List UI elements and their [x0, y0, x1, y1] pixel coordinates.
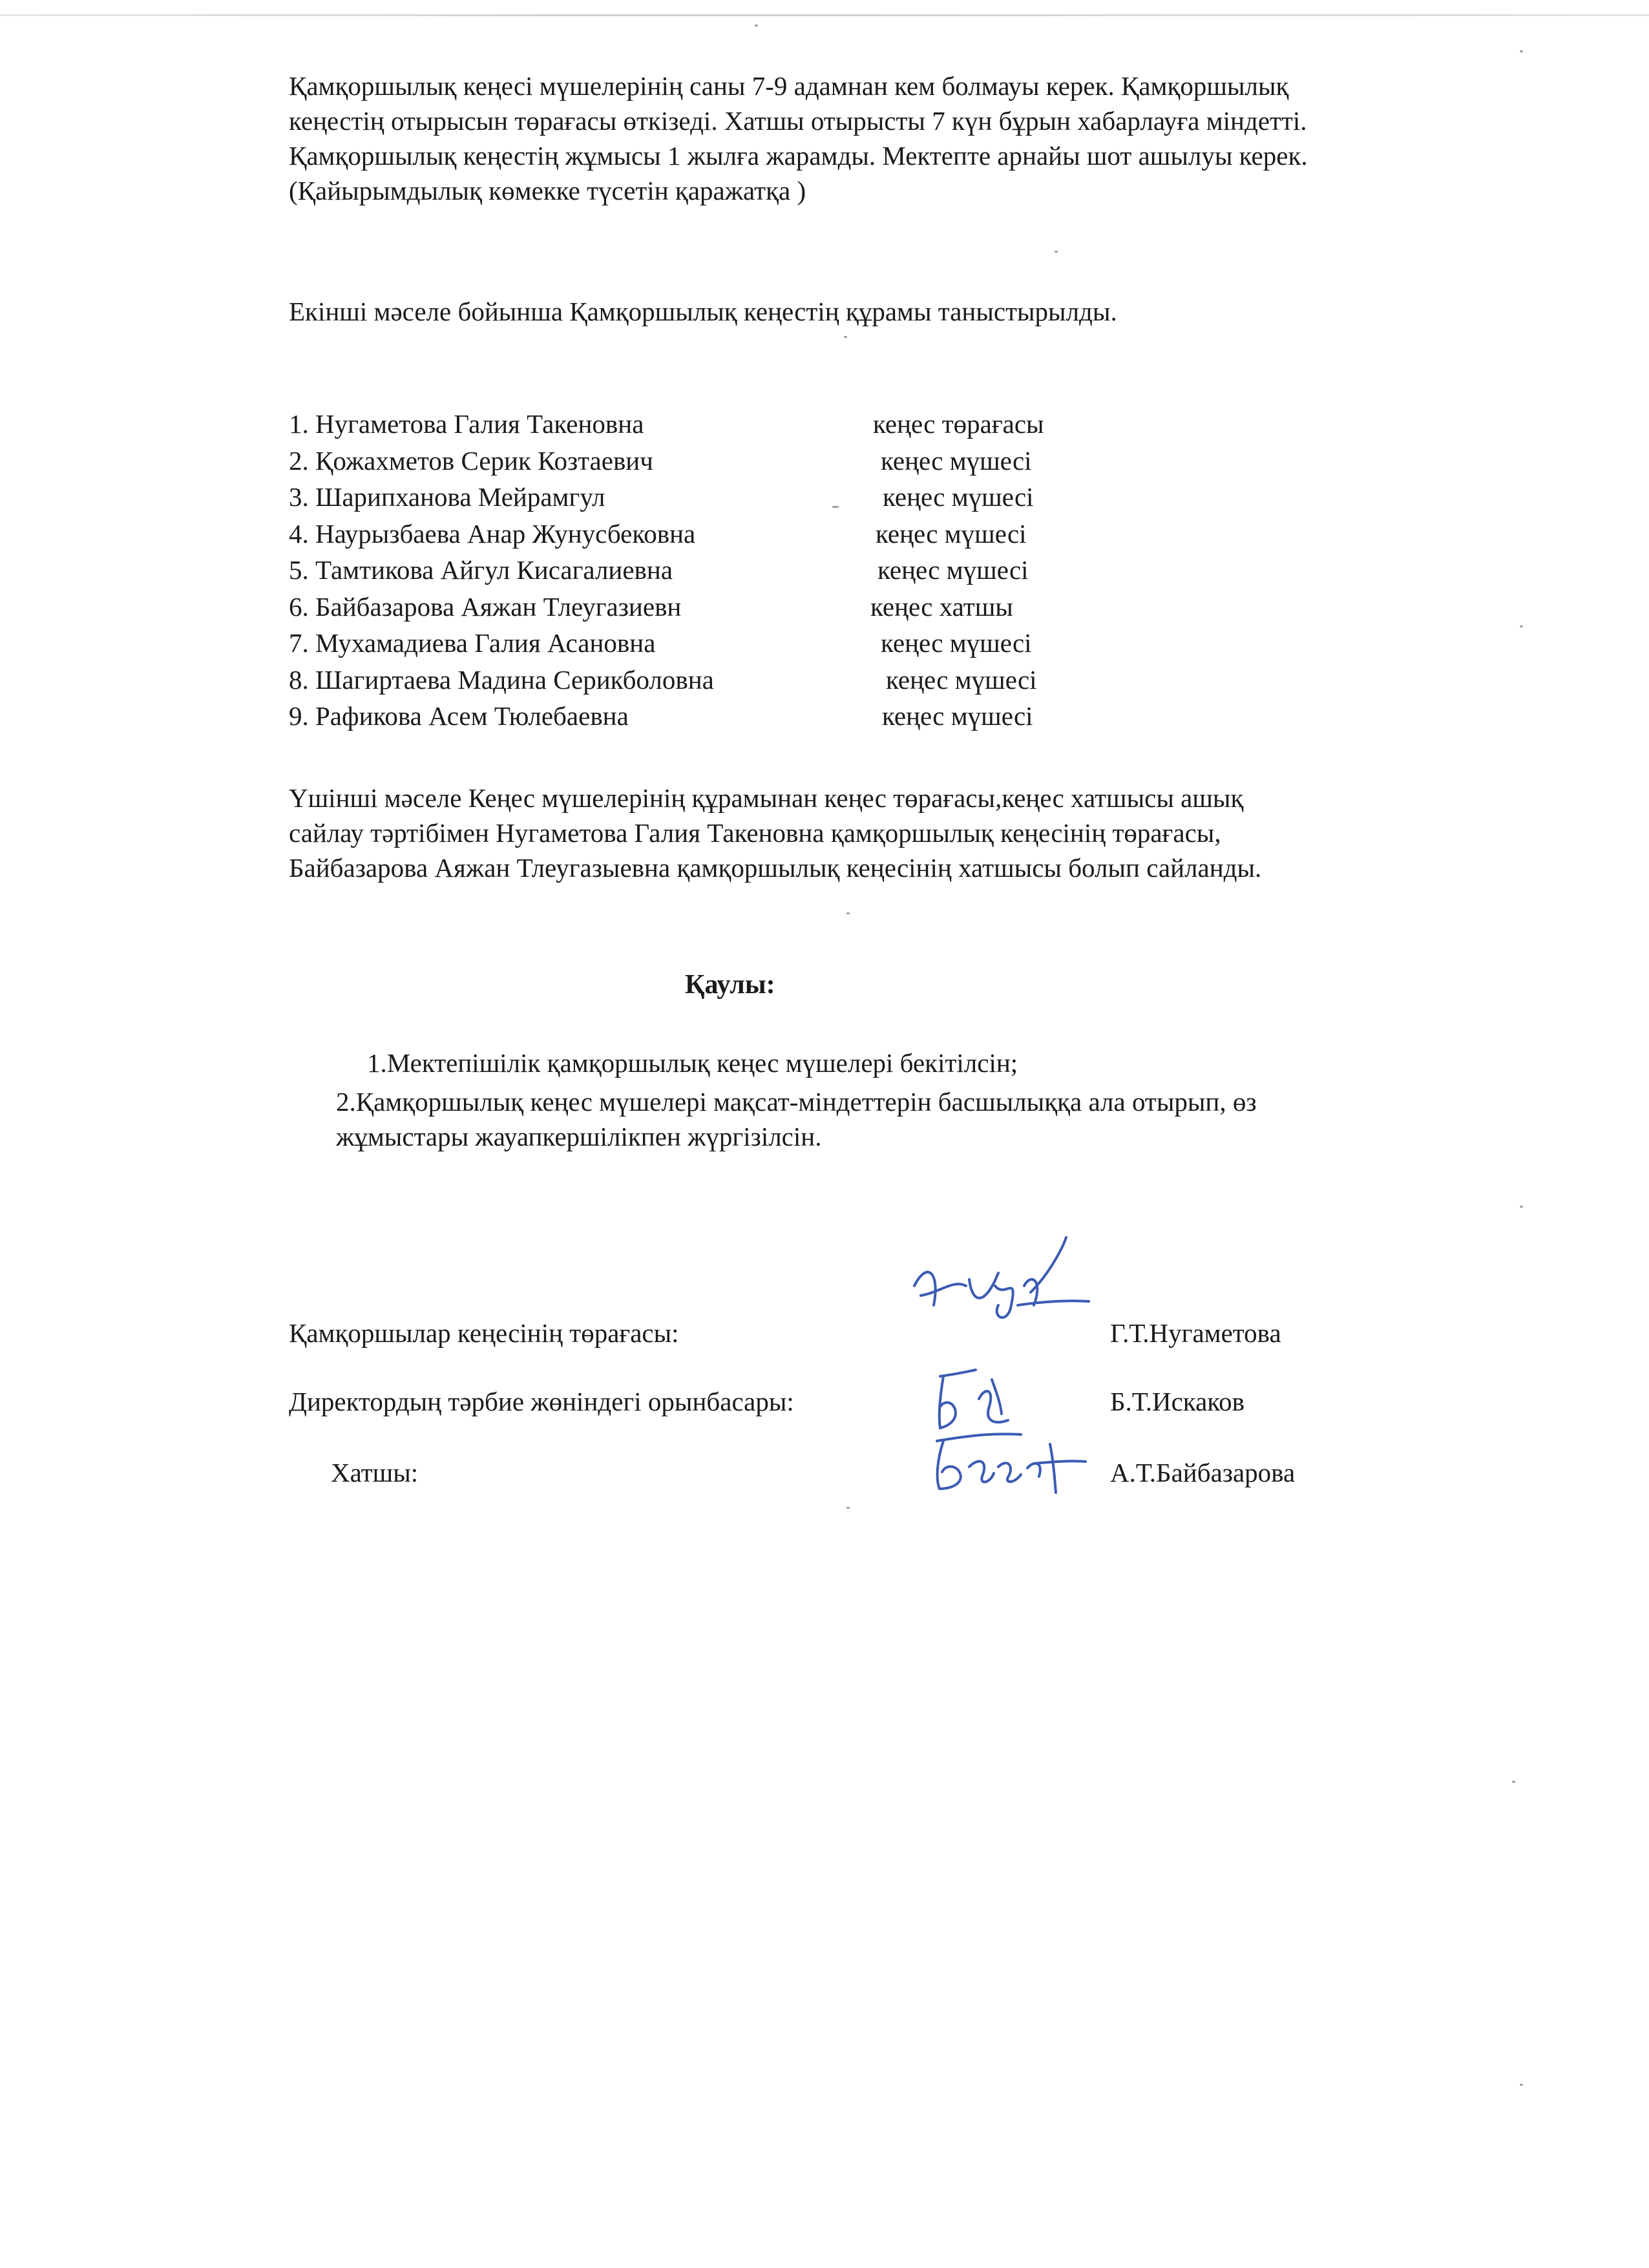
chair-name: Г.Т.Нугаметова — [1110, 1318, 1281, 1348]
scan-speck — [846, 912, 850, 914]
resolution-item-2-line: жұмыстары жауапкершілікпен жүргізілсін. — [336, 1122, 822, 1151]
member-role: кеңес мүшесі — [877, 555, 1029, 585]
member-name: 5. Тамтикова Айгул Кисагалиевна — [289, 555, 673, 585]
deputy-title: Директордың тәрбие жөніндегі орынбасары: — [289, 1387, 794, 1416]
secretary-name: А.Т.Байбазарова — [1110, 1458, 1296, 1487]
scan-speck — [1055, 251, 1058, 253]
member-name: 4. Наурызбаева Анар Жунусбековна — [289, 518, 696, 549]
member-role: кеңес хатшы — [870, 591, 1013, 622]
third-issue-line: сайлау тәртібімен Нугаметова Галия Такеновна қамқоршылық кеңесінің төрағасы, — [289, 818, 1221, 848]
member-role: кеңес төрағасы — [873, 409, 1044, 439]
member-name: 8. Шагиртаева Мадина Серикболовна — [289, 664, 714, 695]
chair-signature — [901, 1234, 1095, 1338]
deputy-name: Б.Т.Искаков — [1110, 1387, 1245, 1416]
member-role: кеңес мүшесі — [881, 445, 1032, 476]
intro-line: (Қайырымдылық көмекке түсетін қаражатқа ) — [289, 176, 806, 205]
member-name: 7. Мухамадиева Галия Асановна — [289, 628, 656, 658]
member-role: кеңес мүшесі — [883, 482, 1034, 512]
scan-speck — [844, 336, 847, 338]
member-role: кеңес мүшесі — [881, 628, 1032, 658]
member-role: кеңес мүшесі — [882, 701, 1033, 731]
scan-speck — [1520, 1206, 1523, 1208]
secretary-title: Хатшы: — [331, 1458, 419, 1487]
chair-title: Қамқоршылар кеңесінің төрағасы: — [289, 1318, 679, 1348]
scan-speck — [832, 506, 839, 508]
member-name: 3. Шарипханова Мейрамгул — [289, 482, 605, 512]
third-issue-line: Байбазарова Аяжан Тлеугазыевна қамқоршылық кеңесінің хатшысы болып сайланды. — [289, 853, 1262, 883]
member-name: 1. Нугаметова Галия Такеновна — [289, 409, 644, 439]
second-issue-text: Екінші мәселе бойынша Қамқоршылық кеңестің құрамы таныстырылды. — [289, 297, 1117, 326]
scan-speck — [1520, 2084, 1523, 2086]
member-name: 9. Рафикова Асем Тюлебаевна — [289, 701, 629, 731]
resolution-heading: Қаулы: — [685, 970, 775, 1000]
intro-line: кеңестің отырысын төрағасы өткізеді. Хатшы отырысты 7 күн бұрын хабарлауға міндетті. — [289, 106, 1307, 136]
scan-edge — [0, 14, 1649, 16]
third-issue-paragraph — [289, 781, 1568, 885]
third-issue-line: Үшінші мәселе Кеңес мүшелерінің құрамынан кеңес төрағасы,кеңес хатшысы ашық — [289, 783, 1244, 813]
scan-speck — [755, 25, 758, 26]
scan-speck — [1512, 1781, 1515, 1783]
intro-line: Қамқоршылық кеңестің жұмысы 1 жылға жарамды. Мектепте арнайы шот ашылуы керек. — [289, 141, 1308, 171]
intro-line: Қамқоршылық кеңесі мүшелерінің саны 7-9 адамнан кем болмауы керек. Қамқоршылық — [289, 71, 1289, 101]
member-name: 2. Қожахметов Серик Козтаевич — [289, 445, 653, 476]
member-role: кеңес мүшесі — [876, 518, 1027, 549]
member-role: кеңес мүшесі — [886, 664, 1037, 695]
scan-speck — [846, 1507, 850, 1509]
resolution-item-2-line: 2.Қамқоршылық кеңес мүшелері мақсат-міндеттерін басшылыққа ала отырып, өз — [336, 1087, 1257, 1117]
scan-speck — [1520, 625, 1523, 627]
intro-paragraph — [289, 68, 1568, 208]
secretary-signature — [918, 1422, 1092, 1499]
scan-speck — [1520, 50, 1523, 52]
member-name: 6. Байбазарова Аяжан Тлеугазиевн — [289, 591, 682, 622]
resolution-item-1: 1.Мектепішілік қамқоршылық кеңес мүшелері бекітілсін; — [367, 1048, 1018, 1078]
